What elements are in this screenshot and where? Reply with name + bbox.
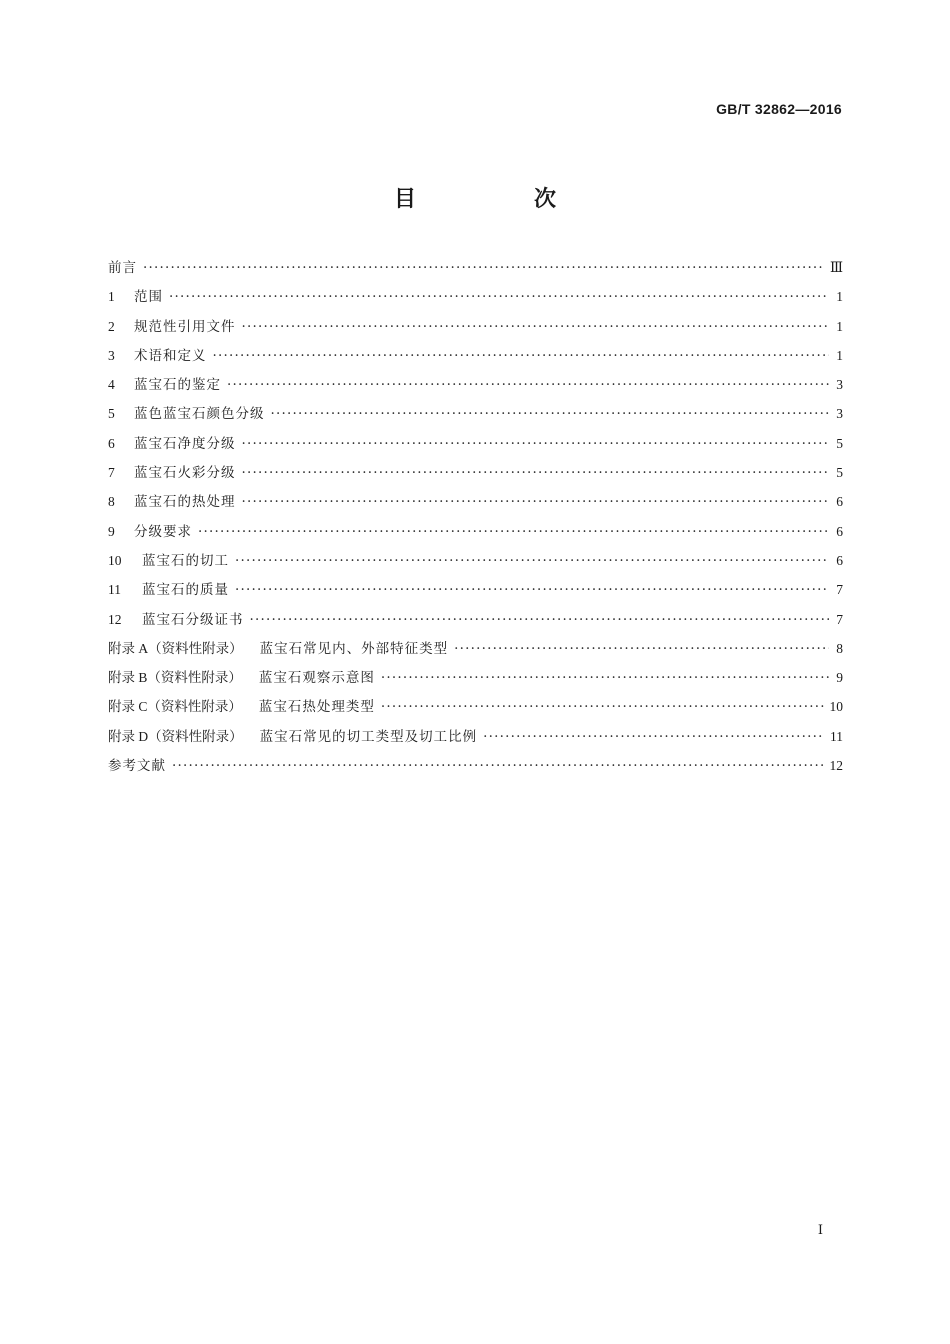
toc-page: 7 xyxy=(836,611,843,627)
dot-leader xyxy=(169,289,829,305)
toc-number: 2 xyxy=(108,318,115,334)
toc-entry-appendix-b[interactable] xyxy=(108,666,843,695)
dot-leader xyxy=(483,729,824,745)
dot-leader xyxy=(454,641,829,657)
toc-label: 蓝宝石分级证书 xyxy=(142,611,244,628)
toc-number: 10 xyxy=(108,552,122,568)
toc-entry-5[interactable] xyxy=(108,402,843,431)
toc-entry-appendix-c[interactable] xyxy=(108,695,843,724)
toc-entry-foreword[interactable] xyxy=(108,256,843,285)
toc-number: 6 xyxy=(108,435,115,451)
toc-page: 11 xyxy=(830,728,843,744)
toc-number: 5 xyxy=(108,406,115,422)
toc-entry-7[interactable] xyxy=(108,461,843,490)
toc-entry-6[interactable] xyxy=(108,432,843,461)
toc-page: 10 xyxy=(829,699,843,715)
toc-page: 3 xyxy=(836,406,843,422)
toc-page: 12 xyxy=(829,758,843,774)
dot-leader xyxy=(227,377,829,393)
toc-number: 3 xyxy=(108,347,115,363)
toc-number: 附录 A（资料性附录） xyxy=(108,640,243,656)
toc-page: 6 xyxy=(836,523,843,539)
toc-number: 4 xyxy=(108,377,115,393)
toc-page: 7 xyxy=(836,582,843,598)
table-of-contents xyxy=(108,256,843,783)
dot-leader xyxy=(198,524,829,540)
toc-page: 6 xyxy=(836,494,843,510)
toc-label: 蓝宝石的鉴定 xyxy=(134,377,221,394)
toc-page: Ⅲ xyxy=(829,260,843,275)
toc-entry-4[interactable] xyxy=(108,373,843,402)
toc-number: 8 xyxy=(108,494,115,510)
toc-label: 参考文献 xyxy=(108,758,166,775)
toc-label: 蓝宝石观察示意图 xyxy=(258,670,375,687)
toc-number: 附录 B（资料性附录） xyxy=(108,670,242,686)
page-title: 目 次 xyxy=(393,187,604,212)
toc-number: 11 xyxy=(108,582,121,598)
toc-entry-11[interactable] xyxy=(108,578,843,607)
toc-page: 1 xyxy=(836,318,843,334)
toc-label: 分级要求 xyxy=(134,523,192,540)
dot-leader xyxy=(242,494,830,510)
toc-label: 蓝宝石的切工 xyxy=(142,552,229,569)
toc-label: 蓝宝石常见内、外部特征类型 xyxy=(259,640,449,657)
standard-code: GB/T 32862—2016 xyxy=(716,101,842,117)
toc-entry-9[interactable] xyxy=(108,520,843,549)
dot-leader xyxy=(242,436,830,452)
dot-leader xyxy=(143,260,824,276)
toc-label: 蓝宝石的质量 xyxy=(142,582,229,599)
toc-number: 7 xyxy=(108,465,115,481)
toc-entry-2[interactable] xyxy=(108,315,843,344)
toc-number: 附录 D（资料性附录） xyxy=(108,728,243,744)
dot-leader xyxy=(213,348,830,364)
toc-entry-appendix-d[interactable] xyxy=(108,725,843,754)
toc-page: 8 xyxy=(836,640,843,656)
toc-label: 蓝宝石热处理类型 xyxy=(258,699,375,716)
dot-leader xyxy=(242,319,830,335)
toc-label: 蓝色蓝宝石颜色分级 xyxy=(134,406,265,423)
dot-leader xyxy=(172,758,824,774)
toc-label: 术语和定义 xyxy=(134,347,207,364)
toc-label: 范围 xyxy=(134,289,163,306)
toc-page: 3 xyxy=(836,377,843,393)
toc-page: 9 xyxy=(836,670,843,686)
dot-leader xyxy=(235,553,829,569)
toc-entry-10[interactable] xyxy=(108,549,843,578)
toc-label: 蓝宝石常见的切工类型及切工比例 xyxy=(259,728,478,745)
toc-label: 蓝宝石净度分级 xyxy=(134,435,236,452)
dot-leader xyxy=(271,406,830,422)
toc-page: 5 xyxy=(836,465,843,481)
dot-leader xyxy=(250,612,830,628)
toc-number: 9 xyxy=(108,523,115,539)
dot-leader xyxy=(381,670,829,686)
toc-number: 1 xyxy=(108,289,115,305)
toc-number: 附录 C（资料性附录） xyxy=(108,699,242,715)
toc-label: 蓝宝石的热处理 xyxy=(134,494,236,511)
toc-page: 1 xyxy=(836,289,843,305)
toc-number: 12 xyxy=(108,611,122,627)
toc-page: 6 xyxy=(836,552,843,568)
dot-leader xyxy=(242,465,830,481)
toc-page: 1 xyxy=(836,347,843,363)
toc-entry-appendix-a[interactable] xyxy=(108,637,843,666)
page-number: Ⅰ xyxy=(817,1222,823,1237)
toc-label: 蓝宝石火彩分级 xyxy=(134,465,236,482)
dot-leader xyxy=(235,582,829,598)
toc-label: 前言 xyxy=(108,260,137,276)
dot-leader xyxy=(381,699,824,715)
toc-entry-8[interactable] xyxy=(108,490,843,519)
toc-entry-1[interactable] xyxy=(108,285,843,314)
toc-label: 规范性引用文件 xyxy=(134,318,236,335)
toc-entry-3[interactable] xyxy=(108,344,843,373)
toc-entry-references[interactable] xyxy=(108,754,843,783)
toc-entry-12[interactable] xyxy=(108,608,843,637)
toc-page: 5 xyxy=(836,435,843,451)
